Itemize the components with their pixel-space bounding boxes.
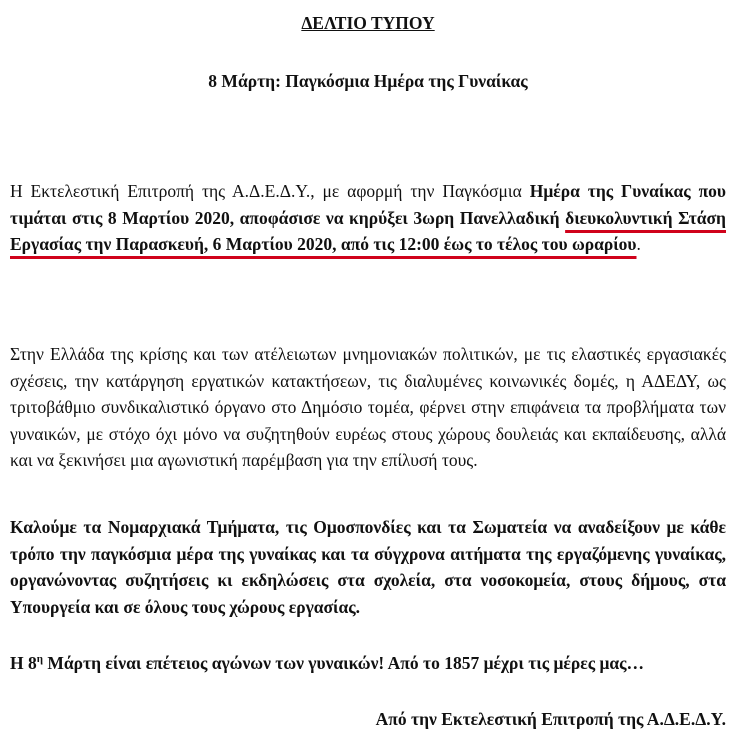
anniversary-rest: Μάρτη είναι επέτειος αγώνων των γυναικών! Από το 1857 μέχρι τις μέρες μας… — [43, 653, 645, 673]
anniversary-sup: η — [36, 653, 43, 666]
announcement-end: . — [636, 234, 641, 254]
signature: Από την Εκτελεστική Επιτροπή της Α.Δ.Ε.Δ.Υ. — [375, 709, 726, 729]
document-subtitle: 8 Μάρτη: Παγκόσμια Ημέρα της Γυναίκας — [208, 71, 528, 91]
announcement-intro: Η Εκτελεστική Επιτροπή της Α.Δ.Ε.Δ.Υ., με αφορμή την Παγκόσμια — [10, 181, 530, 201]
paragraph-call: Καλούμε τα Νομαρχιακά Τμήματα, τις Ομοσπονδίες και τα Σωματεία να αναδείξουν με κάθε τρόπο την παγκόσμια μέρα της γυναίκας και τα σύγχρονα αιτήματα της εργαζόμενης γυναίκας, οργανώνοντας συζητήσεις κι εκδηλώσεις στα σχολεία, στα νοσοκομεία, στους δήμους, στα Υπουργεία και σε όλους τους χώρους εργασίας. — [10, 517, 726, 617]
announcement-bold: Ημέρα της Γυναίκας που τιμάται στις 8 Μαρτίου 2020, αποφάσισε να κηρύξει 3ωρη Πανελλαδική — [10, 181, 726, 228]
announcement-underlined: διευκολυντική Στάση Εργασίας την Παρασκευή, 6 Μαρτίου 2020, από τις 12:00 έως το τέλος του ωραρίου — [10, 207, 726, 254]
anniversary-start: Η 8 — [10, 653, 37, 673]
paragraph-anniversary — [10, 650, 726, 677]
paragraph-context: Στην Ελλάδα της κρίσης και των ατέλειωτων μνημονιακών πολιτικών, με τις ελαστικές εργασιακές σχέσεις, την κατάργηση εργατικών κατακτήσεων, τις διαλυμένες κοινωνικές δομές, η ΑΔΕΔΥ, ως τριτοβάθμιο συνδικαλιστικό όργανο στο Δημόσιο τομέα, φέρνει στην επιφάνεια τα προβλήματα των γυναικών, με στόχο όχι μόνο να συζητηθούν ευρέως στους χώρους δουλειάς και εκπαίδευσης, αλλά και να ξεκινήσει μια αγωνιστική παρέμβαση για την επίλυσή τους. — [10, 344, 726, 470]
document-title: ΔΕΛΤΙΟ ΤΥΠΟΥ — [301, 13, 435, 33]
paragraph-announcement — [10, 178, 726, 258]
